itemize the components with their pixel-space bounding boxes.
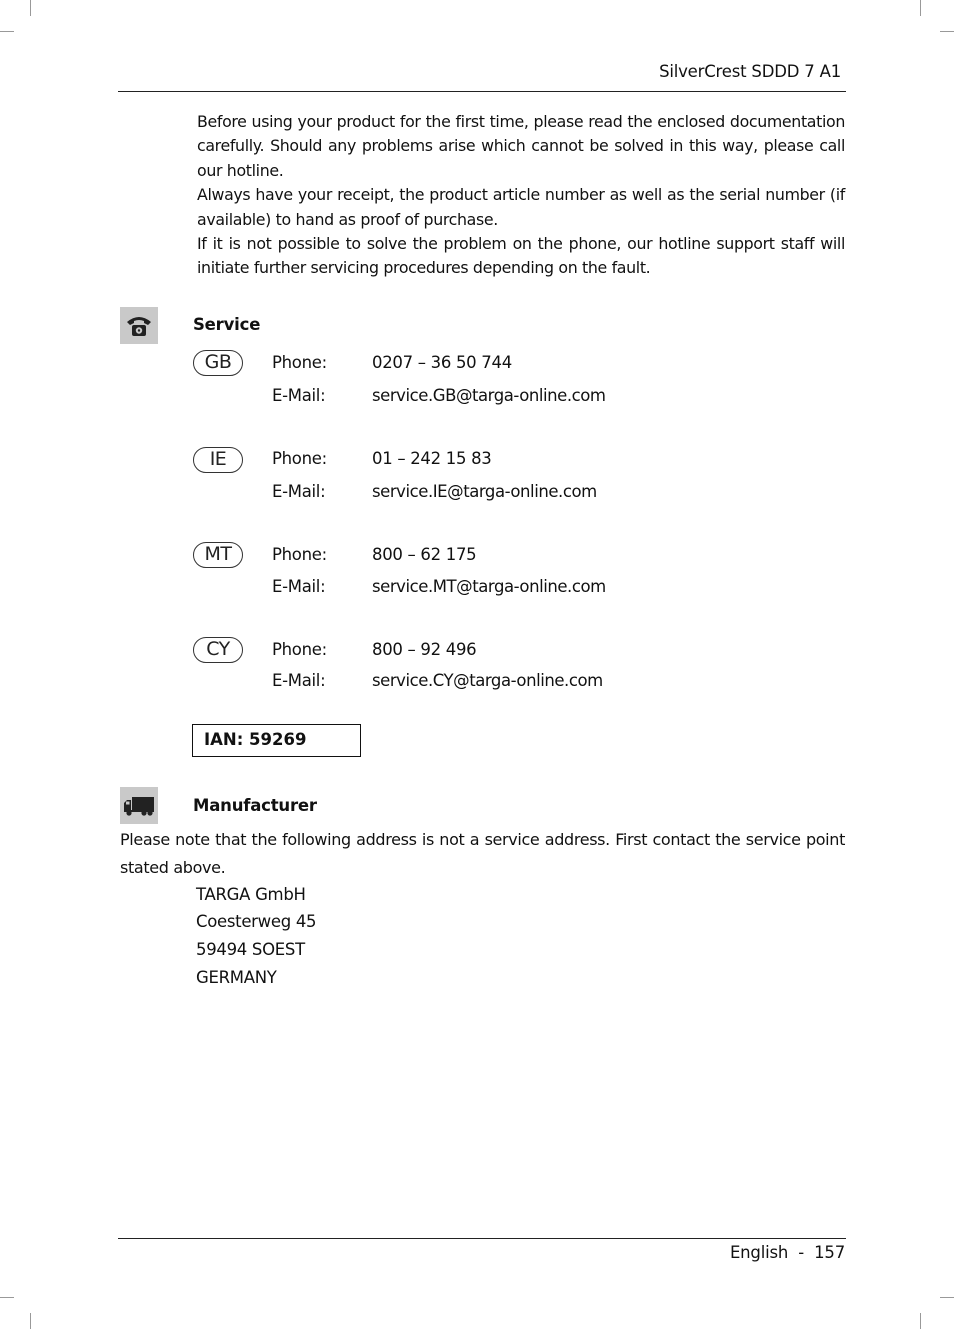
manufacturer-note: Please note that the following address is not a service address. First contact the service point stated above. xyxy=(120,830,845,877)
email-label: E-Mail: xyxy=(272,671,326,690)
intro-paragraph: If it is not possible to solve the problem on the phone, our hotline support staff will initiate further servicing procedures depending on the fault. xyxy=(197,234,845,278)
email-cy: service.CY@targa-online.com xyxy=(372,671,603,690)
address-line: Coesterweg 45 xyxy=(196,912,317,931)
header-product-name: SilverCrest SDDD 7 A1 xyxy=(659,62,841,81)
email-label: E-Mail: xyxy=(272,577,326,596)
email-ie: service.IE@targa-online.com xyxy=(372,482,597,501)
intro-paragraph: Before using your product for the first time, please read the enclosed documentation carefully. Should any problems arise which cannot be solved in this way, please call our hotline. xyxy=(197,112,845,180)
phone-number-cy: 800 – 92 496 xyxy=(372,640,477,659)
crop-mark xyxy=(0,31,14,32)
country-badge-cy: CY xyxy=(193,637,243,663)
service-heading: Service xyxy=(193,315,261,334)
footer-separator: - xyxy=(798,1243,804,1262)
crop-mark xyxy=(920,0,921,16)
footer-language: English xyxy=(729,1243,789,1262)
ian-box: IAN: 59269 xyxy=(192,724,361,757)
address-line: 59494 SOEST xyxy=(196,940,305,959)
address-line: TARGA GmbH xyxy=(196,885,306,904)
email-mt: service.MT@targa-online.com xyxy=(372,577,606,596)
address-line: GERMANY xyxy=(196,968,277,987)
crop-mark xyxy=(30,0,31,16)
phone-number-gb: 0207 – 36 50 744 xyxy=(372,353,512,372)
country-badge-ie: IE xyxy=(193,447,243,473)
intro-text xyxy=(197,110,845,281)
email-gb: service.GB@targa-online.com xyxy=(372,386,606,405)
phone-label: Phone: xyxy=(272,449,327,468)
crop-mark xyxy=(30,1313,31,1329)
footer-rule xyxy=(118,1238,846,1239)
phone-label: Phone: xyxy=(272,640,327,659)
truck-icon xyxy=(120,787,158,824)
phone-number-ie: 01 – 242 15 83 xyxy=(372,449,492,468)
manufacturer-heading: Manufacturer xyxy=(193,796,317,815)
country-badge-gb: GB xyxy=(193,350,243,376)
telephone-icon xyxy=(120,307,158,344)
email-label: E-Mail: xyxy=(272,482,326,501)
page-number: 157 xyxy=(814,1243,845,1262)
intro-paragraph: Always have your receipt, the product article number as well as the serial number (if available) to hand as proof of purchase. xyxy=(197,185,845,229)
crop-mark xyxy=(920,1313,921,1329)
crop-mark xyxy=(0,1297,14,1298)
crop-mark xyxy=(940,31,954,32)
country-badge-mt: MT xyxy=(193,542,243,568)
phone-label: Phone: xyxy=(272,545,327,564)
phone-number-mt: 800 – 62 175 xyxy=(372,545,477,564)
crop-mark xyxy=(940,1297,954,1298)
phone-label: Phone: xyxy=(272,353,327,372)
header-rule xyxy=(118,91,846,92)
footer xyxy=(730,1243,845,1262)
email-label: E-Mail: xyxy=(272,386,326,405)
